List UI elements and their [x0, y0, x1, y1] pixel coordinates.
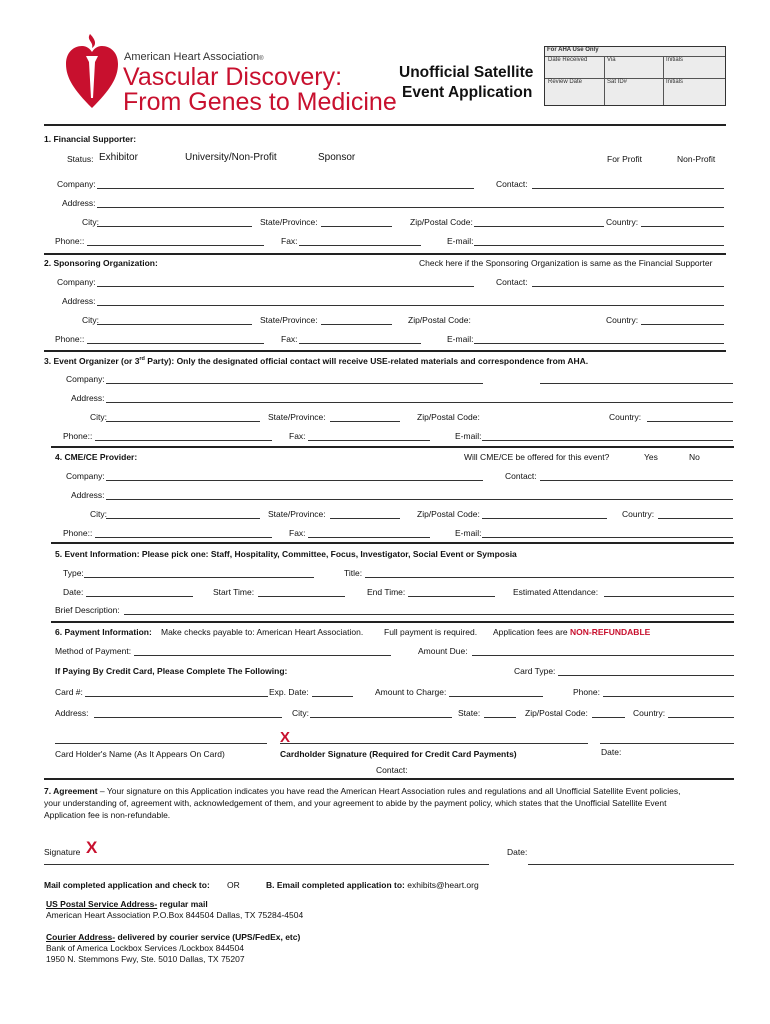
date-label: Date:	[63, 587, 84, 597]
cme-no-option[interactable]: No	[689, 452, 700, 462]
card-number-label: Card #:	[55, 687, 83, 697]
card-zip-label: Zip/Postal Code:	[525, 708, 588, 718]
courier-address-line2: 1950 N. Stemmons Fwy, Ste. 5010 Dallas, TX 75207	[46, 954, 245, 964]
card-type-label: Card Type:	[514, 666, 556, 676]
s4-city-field[interactable]	[106, 518, 260, 519]
title-label: Title:	[344, 568, 363, 578]
s4-fax-label: Fax:	[289, 528, 306, 538]
title-field[interactable]	[365, 577, 734, 578]
via-field[interactable]: Via	[607, 57, 616, 63]
s1-fax-field[interactable]	[299, 245, 421, 246]
s2-city-label: City:	[82, 315, 99, 325]
date-received-field[interactable]: Date Received	[548, 57, 588, 63]
card-date-field[interactable]	[600, 743, 734, 744]
s3-email-label: E-mail:	[455, 431, 482, 441]
s2-contact-field[interactable]	[532, 286, 724, 287]
attendance-label: Estimated Attendance:	[513, 587, 599, 597]
s1-zip-field[interactable]	[474, 226, 604, 227]
s4-country-label: Country:	[622, 509, 655, 519]
s1-address-label: Address:	[62, 198, 96, 208]
sat-id-field[interactable]: Sat ID#	[607, 79, 628, 85]
exp-date-field[interactable]	[312, 696, 353, 697]
s1-state-label: State/Province:	[260, 217, 318, 227]
method-label: Method of Payment:	[55, 646, 132, 656]
s2-fax-label: Fax:	[281, 334, 298, 344]
s2-company-label: Company:	[57, 277, 96, 287]
agreement-date-label: Date:	[507, 847, 528, 857]
s4-contact-field[interactable]	[540, 480, 733, 481]
divider	[44, 253, 726, 255]
s4-address-label: Address:	[71, 490, 105, 500]
section3-heading: 3. Event Organizer (or 3rd Party): Only the designated official contact will receive USE-related materials and correspondence from AHA.	[44, 356, 589, 366]
s3-company-label: Company:	[66, 374, 105, 384]
card-contact-label: Contact:	[376, 765, 408, 775]
s2-phone-label: Phone::	[55, 334, 85, 344]
brief-description-field[interactable]	[124, 614, 734, 615]
card-city-field[interactable]	[310, 717, 452, 718]
card-phone-label: Phone:	[573, 687, 600, 697]
s4-zip-field[interactable]	[482, 518, 607, 519]
section4-heading: 4. CME/CE Provider:	[55, 452, 138, 462]
s4-email-field[interactable]	[482, 537, 733, 538]
divider	[44, 350, 726, 352]
status-sponsor-option[interactable]: Sponsor	[318, 152, 356, 163]
divider	[51, 542, 734, 544]
initials-field[interactable]: Initials	[666, 57, 684, 63]
s3-country-label: Country:	[609, 412, 642, 422]
heart-torch-logo	[64, 28, 120, 110]
s3-country-field[interactable]	[647, 421, 733, 422]
cardholder-signature-field[interactable]	[280, 743, 588, 744]
section6-heading: 6. Payment Information:	[55, 627, 152, 637]
checks-payable-note: Make checks payable to: American Heart Association.	[161, 627, 364, 637]
agreement-text-line2: your understanding of, agreement with, acknowledgement of them, and your agreement to abide by the payment policy, which states that the Unofficial Satellite Event	[44, 798, 667, 808]
divider	[51, 621, 734, 623]
divider	[51, 446, 734, 448]
divider	[44, 124, 726, 126]
s2-address-label: Address:	[62, 296, 96, 306]
s3-address-label: Address:	[71, 393, 105, 403]
card-holder-name-label: Card Holder's Name (As It Appears On Card)	[55, 749, 225, 759]
s4-company-field[interactable]	[106, 480, 483, 481]
divider	[44, 778, 734, 780]
s3-phone-field[interactable]	[95, 440, 272, 441]
s4-address-field[interactable]	[106, 499, 733, 500]
section1-heading: 1. Financial Supporter:	[44, 134, 137, 144]
s4-email-label: E-mail:	[455, 528, 482, 538]
fees-note: Application fees are NON-REFUNDABLE	[493, 627, 651, 637]
s1-company-field[interactable]	[97, 188, 474, 189]
same-as-supporter-checkbox[interactable]: Check here if the Sponsoring Organization is same as the Financial Supporter	[419, 258, 713, 268]
card-address-label: Address:	[55, 708, 89, 718]
start-time-label: Start Time:	[213, 587, 255, 597]
type-field[interactable]	[84, 577, 314, 578]
card-phone-field[interactable]	[603, 696, 734, 697]
s2-state-label: State/Province:	[260, 315, 318, 325]
start-time-field[interactable]	[258, 596, 345, 597]
card-date-label: Date:	[601, 747, 622, 757]
s4-contact-label: Contact:	[505, 471, 537, 481]
full-payment-note: Full payment is required.	[384, 627, 478, 637]
s2-country-field[interactable]	[641, 324, 724, 325]
s1-address-field[interactable]	[97, 207, 724, 208]
card-number-field[interactable]	[85, 696, 268, 697]
amount-charge-field[interactable]	[449, 696, 543, 697]
s2-company-field[interactable]	[97, 286, 474, 287]
s1-country-field[interactable]	[641, 226, 724, 227]
org-name: American Heart Association®	[124, 51, 264, 63]
card-type-field[interactable]	[558, 675, 734, 676]
s1-city-label: City:	[82, 217, 99, 227]
s2-zip-label: Zip/Postal Code:	[408, 315, 471, 325]
courier-heading: Courier Address- delivered by courier service (UPS/FedEx, etc)	[46, 932, 301, 942]
s3-address-field[interactable]	[106, 402, 733, 403]
subtitle-line2: From Genes to Medicine	[123, 88, 397, 116]
date-field[interactable]	[86, 596, 193, 597]
s2-contact-label: Contact:	[496, 277, 528, 287]
card-zip-field[interactable]	[592, 717, 625, 718]
review-date-field[interactable]: Review Date	[548, 79, 583, 85]
agreement-text-line3: Application fee is non-refundable.	[44, 810, 171, 820]
end-time-field[interactable]	[408, 596, 495, 597]
card-state-label: State:	[458, 708, 481, 718]
for-profit-option[interactable]: For Profit	[607, 154, 642, 164]
s3-fax-field[interactable]	[308, 440, 430, 441]
s1-email-field[interactable]	[474, 245, 724, 246]
card-holder-name-field[interactable]	[55, 743, 267, 744]
mail-label: Mail completed application and check to:	[44, 880, 210, 890]
s1-phone-label: Phone::	[55, 236, 85, 246]
s2-email-label: E-mail:	[447, 334, 474, 344]
card-country-label: Country:	[633, 708, 666, 718]
s4-country-field[interactable]	[658, 518, 733, 519]
s1-zip-label: Zip/Postal Code:	[410, 217, 473, 227]
method-field[interactable]	[134, 655, 391, 656]
cme-yes-option[interactable]: Yes	[644, 452, 658, 462]
card-country-field[interactable]	[668, 717, 734, 718]
amount-charge-label: Amount to Charge:	[375, 687, 447, 697]
brief-description-label: Brief Description:	[55, 605, 120, 615]
s2-address-field[interactable]	[97, 305, 724, 306]
s1-email-label: E-mail:	[447, 236, 474, 246]
s2-email-field[interactable]	[474, 343, 724, 344]
agreement-text-line1: 7. Agreement – Your signature on this Application indicates you have read the American Heart Association rules and regulations and all Unofficial Satellite Event policies,	[44, 786, 681, 796]
form-title-line1: Unofficial Satellite	[399, 64, 534, 81]
signature-label: Signature	[44, 847, 81, 857]
amount-due-label: Amount Due:	[418, 646, 468, 656]
s4-state-label: State/Province:	[268, 509, 326, 519]
s3-phone-label: Phone::	[63, 431, 93, 441]
agreement-date-field[interactable]	[528, 864, 734, 865]
status-university-option[interactable]: University/Non-Profit	[185, 152, 277, 163]
s3-city-label: City:	[90, 412, 107, 422]
aha-box-title: For AHA Use Only	[547, 47, 599, 53]
attendance-field[interactable]	[604, 596, 734, 597]
s2-state-field[interactable]	[321, 324, 392, 325]
card-city-label: City:	[292, 708, 309, 718]
s1-phone-field[interactable]	[87, 245, 264, 246]
usps-address: American Heart Association P.O.Box 844504 Dallas, TX 75284-4504	[46, 910, 304, 920]
initials2-field[interactable]: Initials	[666, 79, 684, 85]
card-address-field[interactable]	[94, 717, 282, 718]
s4-phone-label: Phone::	[63, 528, 93, 538]
s3-state-field[interactable]	[330, 421, 400, 422]
or-label: OR	[227, 880, 240, 890]
status-label: Status:	[67, 154, 94, 164]
s4-zip-label: Zip/Postal Code:	[417, 509, 480, 519]
s4-city-label: City:	[90, 509, 107, 519]
s1-fax-label: Fax:	[281, 236, 298, 246]
s2-city-field[interactable]	[97, 324, 252, 325]
amount-due-field[interactable]	[472, 655, 734, 656]
s1-contact-field[interactable]	[532, 188, 724, 189]
s2-country-label: Country:	[606, 315, 639, 325]
s1-city-field[interactable]	[97, 226, 252, 227]
subtitle-line1: Vascular Discovery:	[123, 63, 343, 91]
signature-x-mark: X	[280, 729, 291, 746]
s4-phone-field[interactable]	[95, 537, 272, 538]
form-title-line2: Event Application	[402, 84, 533, 101]
s3-company-field[interactable]	[106, 383, 483, 384]
email-link[interactable]: exhibits@heart.org	[407, 880, 479, 890]
s2-fax-field[interactable]	[299, 343, 421, 344]
s4-fax-field[interactable]	[308, 537, 430, 538]
s3-contact-field[interactable]	[540, 383, 733, 384]
s3-city-field[interactable]	[106, 421, 260, 422]
s3-state-label: State/Province:	[268, 412, 326, 422]
s3-zip-label: Zip/Postal Code:	[417, 412, 480, 422]
s4-company-label: Company:	[66, 471, 105, 481]
credit-card-heading: If Paying By Credit Card, Please Complete The Following:	[55, 666, 288, 676]
type-label: Type:	[63, 568, 84, 578]
s1-contact-label: Contact:	[496, 179, 528, 189]
cardholder-signature-label: Cardholder Signature (Required for Credit Card Payments)	[280, 749, 517, 759]
card-state-field[interactable]	[484, 717, 516, 718]
signature-x-mark: X	[86, 838, 98, 857]
s3-fax-label: Fax:	[289, 431, 306, 441]
cme-question: Will CME/CE be offered for this event?	[464, 452, 610, 462]
exp-date-label: Exp. Date:	[269, 687, 309, 697]
s1-state-field[interactable]	[321, 226, 392, 227]
status-exhibitor-option[interactable]: Exhibitor	[99, 152, 138, 163]
aha-use-only-box	[544, 46, 726, 106]
s3-email-field[interactable]	[482, 440, 733, 441]
s1-company-label: Company:	[57, 179, 96, 189]
agreement-signature-field[interactable]	[44, 864, 489, 865]
email-application-line: B. Email completed application to: exhibits@heart.org	[266, 880, 479, 890]
courier-address-line1: Bank of America Lockbox Services /Lockbox 844504	[46, 943, 244, 953]
section5-heading: 5. Event Information: Please pick one: Staff, Hospitality, Committee, Focus, Investigator, Social Event or Symposia	[55, 549, 517, 559]
s2-phone-field[interactable]	[87, 343, 264, 344]
end-time-label: End Time:	[367, 587, 406, 597]
s1-country-label: Country:	[606, 217, 639, 227]
s4-state-field[interactable]	[330, 518, 400, 519]
section2-heading: 2. Sponsoring Organization:	[44, 258, 158, 268]
usps-heading: US Postal Service Address- regular mail	[46, 899, 208, 909]
non-profit-option[interactable]: Non-Profit	[677, 154, 716, 164]
